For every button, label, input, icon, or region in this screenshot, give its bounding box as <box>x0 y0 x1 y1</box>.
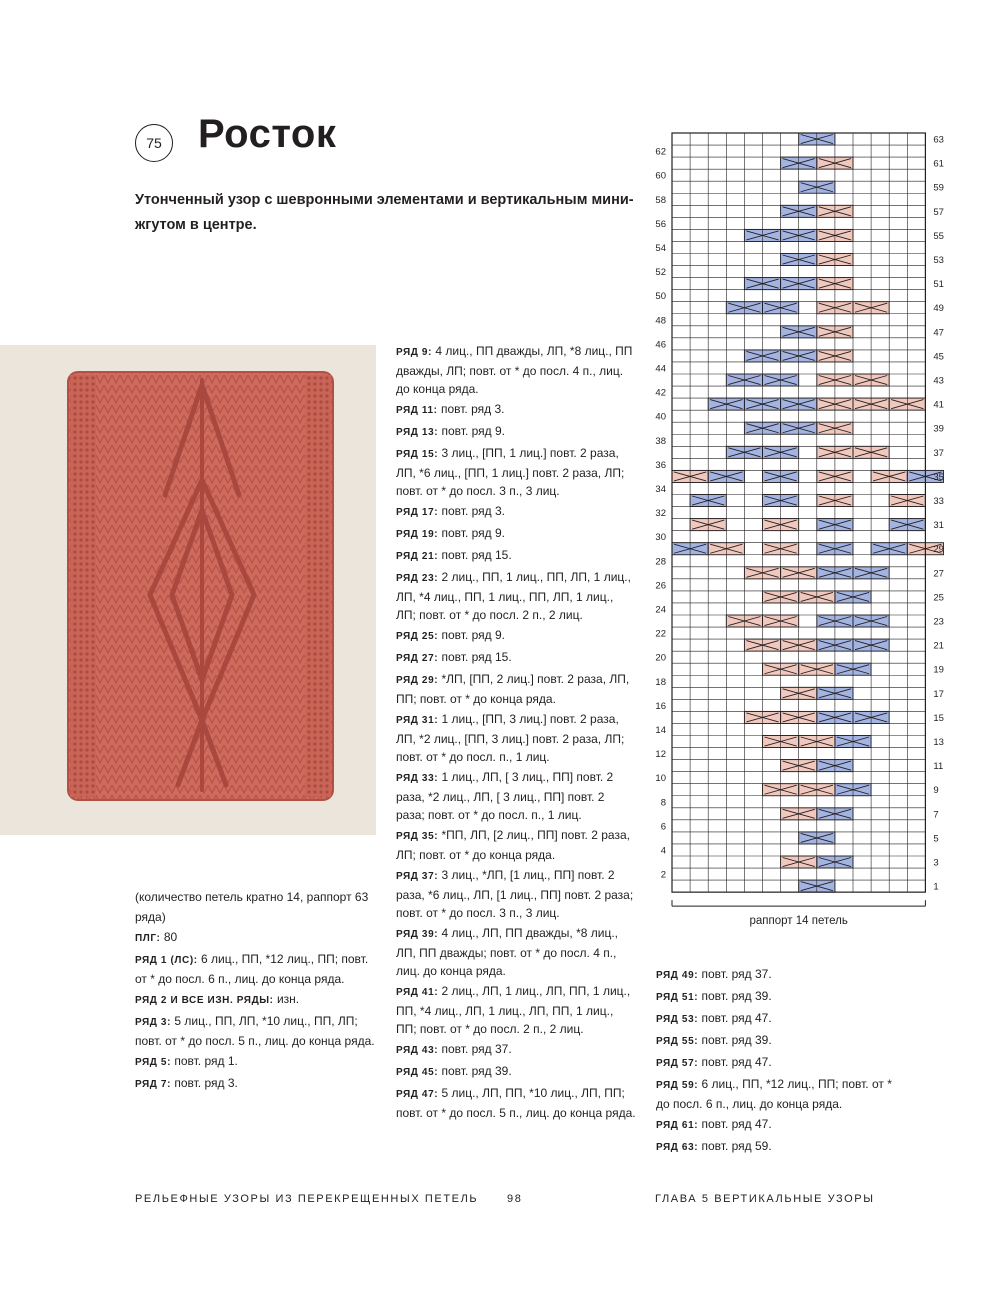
row-number-left: 10 <box>655 773 666 785</box>
footer-book-title: РЕЛЬЕФНЫЕ УЗОРЫ ИЗ ПЕРЕКРЕЩЕННЫХ ПЕТЕЛЬ <box>135 1193 479 1205</box>
row-number-right: 7 <box>933 809 939 821</box>
pattern-number: 75 <box>146 135 162 151</box>
instruction-line: (количество петель кратно 14, раппорт 63 ряда) <box>135 890 369 924</box>
row-number-left: 16 <box>655 700 666 712</box>
instruction-line: РЯД 15: 3 лиц., [ПП, 1 лиц.] повт. 2 раза, ЛП, *6 лиц., [ПП, 1 лиц.] повт. 2 раза, ЛП; повт. от * до посл. 3 п., 3 лиц. <box>396 446 625 498</box>
row-number-right: 43 <box>933 375 944 387</box>
knitting-chart-svg <box>640 128 960 938</box>
row-number-left: 18 <box>655 676 666 688</box>
pattern-intro: Утонченный узор с шевронными элементами и вертикальным мини-жгутом в центре. <box>135 192 634 233</box>
instruction-line: РЯД 23: 2 лиц., ПП, 1 лиц., ПП, ЛП, 1 лиц., ЛП, *4 лиц., ПП, 1 лиц., ПП, ЛП, 1 лиц., ЛП; повт. от * до посл. 2 п., 2 лиц. <box>396 570 631 622</box>
row-number-left: 46 <box>655 339 666 351</box>
row-number-left: 28 <box>655 556 666 568</box>
row-number-left: 42 <box>655 387 666 399</box>
row-number-right: 21 <box>933 640 944 652</box>
row-number-right: 35 <box>933 471 944 483</box>
row-number-right: 15 <box>933 712 944 724</box>
instruction-line: РЯД 25: повт. ряд 9. <box>396 628 506 642</box>
row-number-right: 55 <box>933 230 944 242</box>
row-number-right: 49 <box>933 303 944 315</box>
instruction-line: РЯД 51: повт. ряд 39. <box>656 989 772 1003</box>
instruction-line: РЯД 55: повт. ряд 39. <box>656 1033 772 1047</box>
instruction-line: РЯД 41: 2 лиц., ЛП, 1 лиц., ЛП, ПП, 1 лиц., ПП, *4 лиц., ЛП, 1 лиц., ЛП, ПП, 1 лиц., ПП; повт. от * до посл. 2 п., 2 лиц. <box>396 984 631 1036</box>
row-number-left: 52 <box>655 267 666 279</box>
row-number-right: 9 <box>933 785 939 797</box>
instruction-line: РЯД 33: 1 лиц., ЛП, [ 3 лиц., ПП] повт. 2 раза, *2 лиц., ЛП, [ 3 лиц., ПП] повт. 2 раза; повт. от * до посл. п., 1 лиц. <box>396 770 614 822</box>
instruction-line: РЯД 5: повт. ряд 1. <box>135 1054 238 1068</box>
row-number-right: 5 <box>933 833 939 845</box>
row-number-left: 8 <box>660 797 666 809</box>
instruction-line: РЯД 13: повт. ряд 9. <box>396 424 506 438</box>
row-number-left: 32 <box>655 508 666 520</box>
row-number-right: 13 <box>933 737 944 749</box>
row-number-right: 33 <box>933 496 944 508</box>
row-number-right: 3 <box>933 857 939 869</box>
instruction-line: РЯД 31: 1 лиц., [ПП, 3 лиц.] повт. 2 раза, ЛП, *2 лиц., [ПП, 3 лиц.] повт. 2 раза, ЛП; повт. от * до посл. п., 1 лиц. <box>396 712 625 764</box>
instructions-column-1 <box>135 888 375 1096</box>
instruction-line: РЯД 9: 4 лиц., ПП дважды, ЛП, *8 лиц., ПП дважды, ЛП; повт. от * до посл. 4 п., лиц. до конца ряда. <box>396 344 633 396</box>
row-number-left: 20 <box>655 652 666 664</box>
footer-chapter: ГЛАВА 5 ВЕРТИКАЛЬНЫЕ УЗОРЫ <box>655 1193 875 1205</box>
row-number-right: 11 <box>933 761 944 773</box>
row-number-right: 53 <box>933 255 944 267</box>
knitted-swatch-photo <box>0 345 376 835</box>
row-number-left: 14 <box>655 724 666 736</box>
row-number-right: 29 <box>933 544 944 556</box>
row-number-right: 63 <box>933 134 944 146</box>
instruction-line: РЯД 19: повт. ряд 9. <box>396 526 506 540</box>
instruction-line: РЯД 47: 5 лиц., ЛП, ПП, *10 лиц., ЛП, ПП; повт. от * до посл. 5 п., лиц. до конца ряда. <box>396 1086 636 1120</box>
row-number-right: 47 <box>933 327 944 339</box>
row-number-right: 59 <box>933 182 944 194</box>
instruction-line: РЯД 37: 3 лиц., *ЛП, [1 лиц., ПП] повт. 2 раза, *6 лиц., ЛП, [1 лиц., ПП] повт. 2 раза; повт. от * до посл. 3 п., 3 лиц. <box>396 868 634 920</box>
instruction-line: РЯД 27: повт. ряд 15. <box>396 650 512 664</box>
row-number-left: 38 <box>655 435 666 447</box>
instruction-line: РЯД 35: *ПП, ЛП, [2 лиц., ПП] повт. 2 раза, ЛП; повт. от * до конца ряда. <box>396 828 630 862</box>
row-number-right: 37 <box>933 447 944 459</box>
row-number-right: 45 <box>933 351 944 363</box>
row-number-left: 62 <box>655 146 666 158</box>
row-number-right: 41 <box>933 399 944 411</box>
row-number-left: 2 <box>660 869 666 881</box>
page-title: Росток <box>198 112 337 156</box>
row-number-right: 19 <box>933 664 944 676</box>
row-number-left: 26 <box>655 580 666 592</box>
instruction-line: РЯД 57: повт. ряд 47. <box>656 1055 772 1069</box>
row-number-left: 6 <box>660 821 666 833</box>
row-number-left: 30 <box>655 532 666 544</box>
row-number-left: 56 <box>655 218 666 230</box>
row-number-left: 12 <box>655 749 666 761</box>
row-number-left: 34 <box>655 483 666 495</box>
row-number-left: 36 <box>655 459 666 471</box>
instruction-line: РЯД 2 И ВСЕ ИЗН. РЯДЫ: изн. <box>135 992 300 1006</box>
instruction-line: РЯД 45: повт. ряд 39. <box>396 1064 512 1078</box>
instructions-column-3 <box>656 965 896 1159</box>
row-number-right: 51 <box>933 279 944 291</box>
row-number-right: 1 <box>933 881 939 893</box>
instruction-line: РЯД 39: 4 лиц., ЛП, ПП дважды, *8 лиц., ЛП, ПП дважды; повт. от * до посл. 4 п., лиц. до конца ряда. <box>396 926 619 978</box>
row-number-left: 40 <box>655 411 666 423</box>
row-number-right: 61 <box>933 158 944 170</box>
instruction-line: РЯД 43: повт. ряд 37. <box>396 1042 512 1056</box>
instruction-line: РЯД 21: повт. ряд 15. <box>396 548 512 562</box>
row-number-right: 17 <box>933 688 944 700</box>
row-number-left: 58 <box>655 194 666 206</box>
row-number-right: 27 <box>933 568 944 580</box>
instruction-line: РЯД 3: 5 лиц., ПП, ЛП, *10 лиц., ПП, ЛП; повт. от * до посл. 5 п., лиц. до конца ряда. <box>135 1014 375 1048</box>
row-number-left: 54 <box>655 242 666 254</box>
instruction-line: РЯД 29: *ЛП, [ПП, 2 лиц.] повт. 2 раза, ЛП, ПП; повт. от * до конца ряда. <box>396 672 630 706</box>
row-number-right: 25 <box>933 592 944 604</box>
instruction-line: РЯД 17: повт. ряд 3. <box>396 504 506 518</box>
instruction-line: РЯД 49: повт. ряд 37. <box>656 967 772 981</box>
instruction-line: РЯД 61: повт. ряд 47. <box>656 1117 772 1131</box>
row-number-left: 50 <box>655 291 666 303</box>
row-number-left: 48 <box>655 315 666 327</box>
instruction-line: РЯД 11: повт. ряд 3. <box>396 402 505 416</box>
instruction-line: РЯД 59: 6 лиц., ПП, *12 лиц., ПП; повт. от * до посл. 6 п., лиц. до конца ряда. <box>656 1077 892 1111</box>
knitting-chart <box>640 128 960 938</box>
row-number-right: 31 <box>933 520 944 532</box>
instruction-line: РЯД 63: повт. ряд 59. <box>656 1139 772 1153</box>
instruction-line: РЯД 1 (ЛС): 6 лиц., ПП, *12 лиц., ПП; повт. от * до посл. 6 п., лиц. до конца ряда. <box>135 952 369 986</box>
instruction-line: РЯД 7: повт. ряд 3. <box>135 1076 238 1090</box>
page-number: 98 <box>507 1193 523 1205</box>
repeat-caption: раппорт 14 петель <box>749 915 848 928</box>
row-number-left: 4 <box>660 845 666 857</box>
pattern-number-badge <box>135 124 173 162</box>
instruction-line: ПЛГ: 80 <box>135 930 178 944</box>
row-number-left: 44 <box>655 363 666 375</box>
row-number-left: 22 <box>655 628 666 640</box>
instruction-line: РЯД 53: повт. ряд 47. <box>656 1011 772 1025</box>
row-number-left: 60 <box>655 170 666 182</box>
row-number-right: 23 <box>933 616 944 628</box>
instructions-column-2 <box>396 342 636 1124</box>
row-number-left: 24 <box>655 604 666 616</box>
row-number-right: 57 <box>933 206 944 218</box>
row-number-right: 39 <box>933 423 944 435</box>
